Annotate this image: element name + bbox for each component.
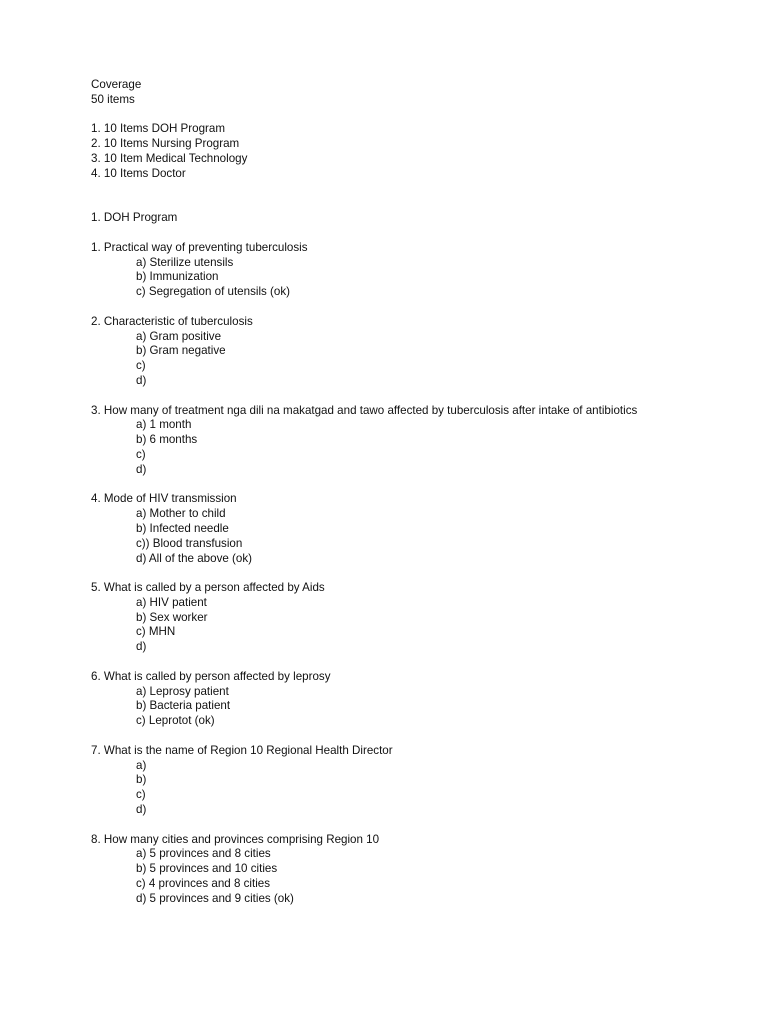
answer-option: a) Mother to child <box>136 507 226 521</box>
answer-option: b) Bacteria patient <box>136 699 231 713</box>
summary-item: 4. 10 Items Doctor <box>91 166 186 180</box>
coverage-summary <box>91 122 691 181</box>
question-text: 4. Mode of HIV transmission <box>91 492 237 506</box>
question <box>91 404 691 478</box>
answer-option: d) <box>136 803 147 817</box>
document-body <box>91 78 691 907</box>
answer-option: d) <box>136 462 147 476</box>
answer-option: b) Infected needle <box>136 521 229 535</box>
answer-option: d) <box>136 373 147 387</box>
question <box>91 492 691 566</box>
question <box>91 581 691 655</box>
answer-option: c) Segregation of utensils (ok) <box>136 285 291 299</box>
answer-option: a) Gram positive <box>136 329 222 343</box>
question-text: 8. How many cities and provinces comprising Region 10 <box>91 832 380 846</box>
question <box>91 315 691 389</box>
answer-option: b) <box>136 773 147 787</box>
item-count: 50 items <box>91 92 135 106</box>
question-text: 1. Practical way of preventing tuberculosis <box>91 240 308 254</box>
question <box>91 833 691 907</box>
section-title: 1. DOH Program <box>91 211 178 225</box>
answer-option: b) 6 months <box>136 433 198 447</box>
answer-option: a) HIV patient <box>136 595 207 609</box>
summary-item: 2. 10 Items Nursing Program <box>91 137 240 151</box>
answer-option: d) 5 provinces and 9 cities (ok) <box>136 891 294 905</box>
answer-option: c) MHN <box>136 625 176 639</box>
question <box>91 241 691 300</box>
answer-option: d) All of the above (ok) <box>136 551 252 565</box>
answer-option: b) 5 provinces and 10 cities <box>136 862 278 876</box>
summary-item: 3. 10 Item Medical Technology <box>91 151 248 165</box>
summary-item: 1. 10 Items DOH Program <box>91 122 226 136</box>
answer-option: b) Sex worker <box>136 610 208 624</box>
answer-option: c) <box>136 447 146 461</box>
answer-option: a) Sterilize utensils <box>136 255 234 269</box>
answer-option: c) 4 provinces and 8 cities <box>136 877 271 891</box>
question-text: 3. How many of treatment nga dili na makatgad and tawo affected by tuberculosis after intake of antibiotics <box>91 403 638 417</box>
question <box>91 670 691 729</box>
answer-option: c) <box>136 359 146 373</box>
answer-option: a) 1 month <box>136 418 192 432</box>
answer-option: c) Leprotot (ok) <box>136 714 215 728</box>
answer-option: a) <box>136 758 147 772</box>
question-text: 2. Characteristic of tuberculosis <box>91 314 253 328</box>
question-text: 5. What is called by a person affected by Aids <box>91 581 325 595</box>
question-text: 7. What is the name of Region 10 Regional Health Director <box>91 743 393 757</box>
answer-option: a) Leprosy patient <box>136 684 229 698</box>
answer-option: a) 5 provinces and 8 cities <box>136 847 271 861</box>
answer-option: d) <box>136 640 147 654</box>
question-text: 6. What is called by person affected by leprosy <box>91 669 331 683</box>
question <box>91 744 691 818</box>
coverage-heading: Coverage <box>91 78 142 91</box>
answer-option: b) Immunization <box>136 270 219 284</box>
answer-option: c) <box>136 788 146 802</box>
answer-option: b) Gram negative <box>136 344 226 358</box>
answer-option: c)) Blood transfusion <box>136 536 243 550</box>
